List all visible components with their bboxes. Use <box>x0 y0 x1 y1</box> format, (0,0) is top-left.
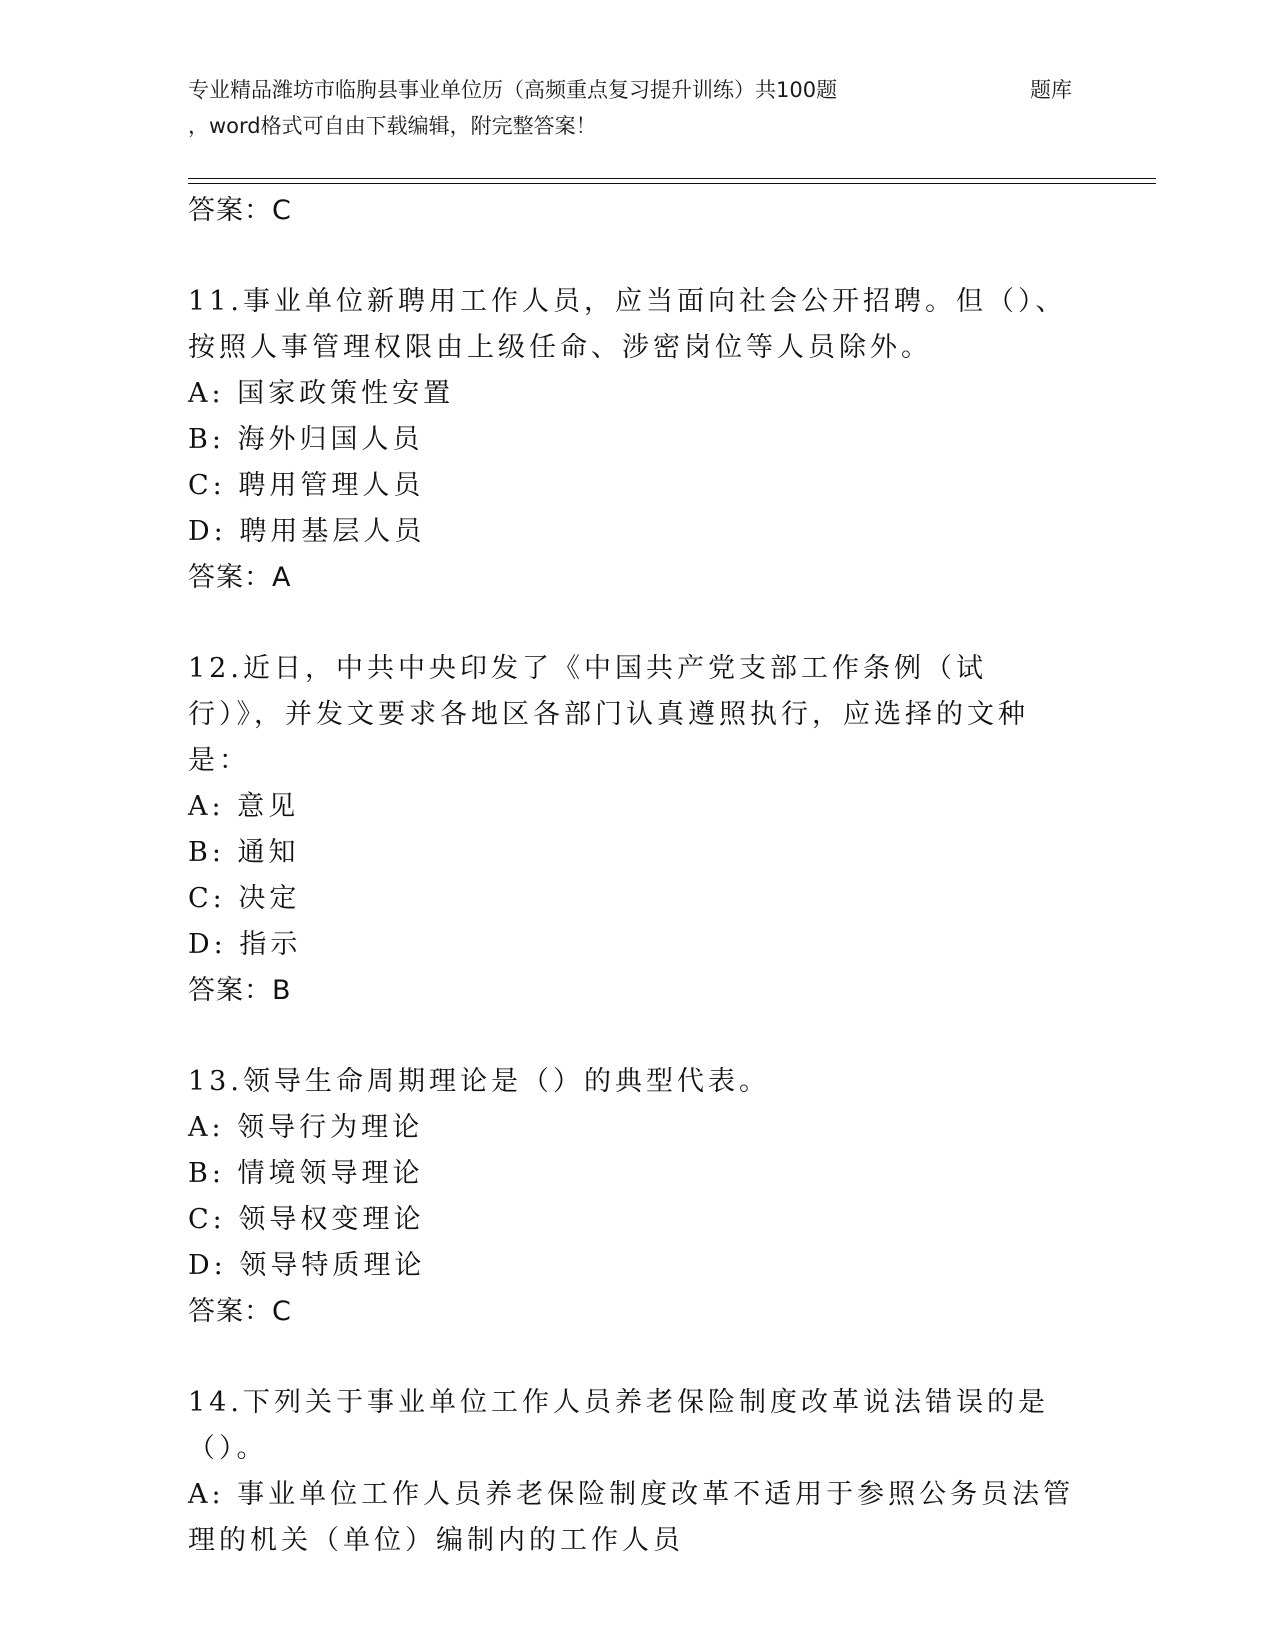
option-d: D: 领导特质理论 <box>188 1250 426 1281</box>
option-a: A: 意见 <box>188 791 300 822</box>
question-text: 14.下列关于事业单位工作人员养老保险制度改革说法错误的是（）。 <box>188 1387 1049 1464</box>
question-text: 12.近日，中共中央印发了《中国共产党支部工作条例（试行）》，并发文要求各地区各部门认真遵照执行，应选择的文种是： <box>188 653 1029 776</box>
question-11 <box>188 279 1078 601</box>
question-text: 13.领导生命周期理论是（）的典型代表。 <box>188 1066 770 1097</box>
option-a: A: 国家政策性安置 <box>188 378 455 409</box>
header-line-1 <box>188 72 1148 108</box>
header-divider-top <box>188 178 1156 179</box>
option-d: D: 聘用基层人员 <box>188 516 426 547</box>
option-d: D: 指示 <box>188 929 302 960</box>
header-subtitle: ，word格式可自由下载编辑，附完整答案！ <box>188 114 597 138</box>
answer-label: 答案：C <box>188 1296 292 1327</box>
option-c: C: 决定 <box>188 883 301 914</box>
option-b: B: 情境领导理论 <box>188 1158 424 1189</box>
question-text: 11.事业单位新聘用工作人员，应当面向社会公开招聘。但（）、按照人事管理权限由上级任命、涉密岗位等人员除外。 <box>188 286 1067 363</box>
header-label: 题库 <box>1030 78 1072 102</box>
document-body <box>188 188 1078 1564</box>
option-a: A: 事业单位工作人员养老保险制度改革不适用于参照公务员法管理的机关（单位）编制内的工作人员 <box>188 1479 1075 1556</box>
question-13 <box>188 1059 1078 1335</box>
option-a: A: 领导行为理论 <box>188 1112 424 1143</box>
question-12 <box>188 646 1078 1014</box>
answer-label: 答案：B <box>188 975 292 1006</box>
option-b: B: 通知 <box>188 837 300 868</box>
header-divider-bottom <box>188 183 1156 184</box>
answer-label: 答案：C <box>188 195 292 226</box>
header-title: 专业精品潍坊市临朐县事业单位历（高频重点复习提升训练）共100题 <box>188 78 838 102</box>
option-c: C: 聘用管理人员 <box>188 470 425 501</box>
page-header <box>188 72 1148 144</box>
question-14 <box>188 1380 1078 1564</box>
answer-label: 答案：A <box>188 562 292 593</box>
option-c: C: 领导权变理论 <box>188 1204 425 1235</box>
option-b: B: 海外归国人员 <box>188 424 424 455</box>
